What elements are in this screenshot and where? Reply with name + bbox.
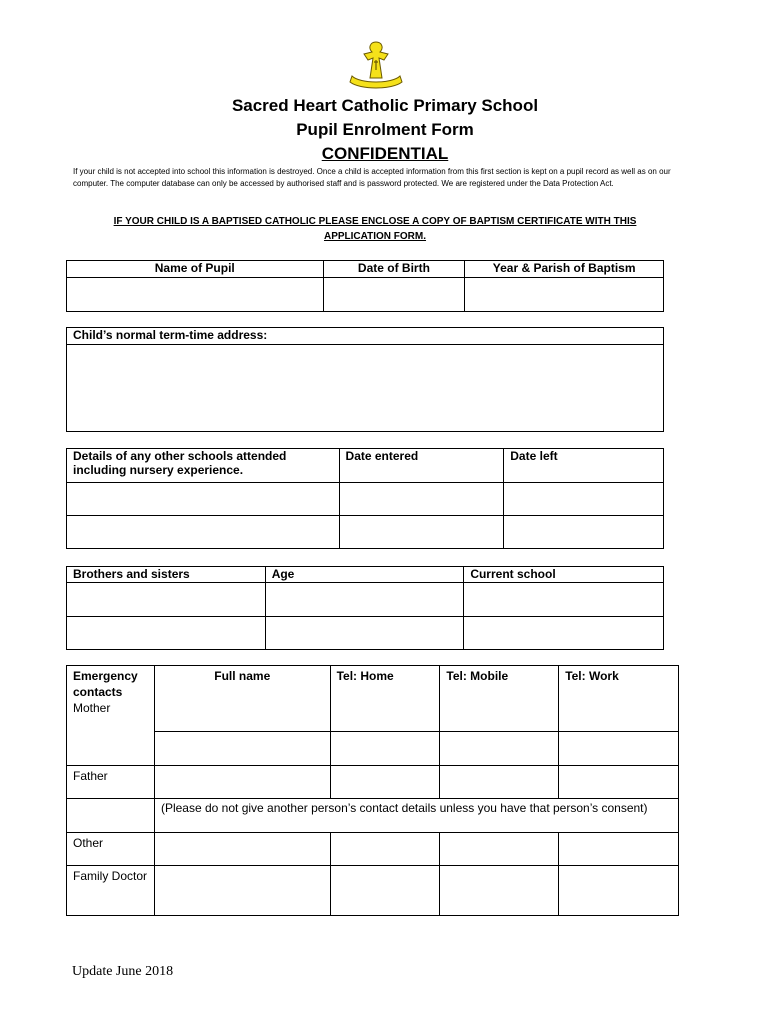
siblings-table <box>66 566 664 650</box>
date-of-birth-field[interactable] <box>323 278 465 312</box>
confidential-heading: CONFIDENTIAL <box>321 144 449 163</box>
emergency-contacts-label: Emergency contacts <box>73 669 138 699</box>
emergency-contacts-table <box>66 665 679 916</box>
doctor-work-field[interactable] <box>559 866 679 916</box>
school-field[interactable] <box>67 516 340 549</box>
pupil-table <box>66 260 664 312</box>
doctor-name-field[interactable] <box>154 866 330 916</box>
mother-name-field[interactable] <box>154 732 330 766</box>
father-mobile-field[interactable] <box>440 766 559 799</box>
address-field[interactable] <box>67 345 664 432</box>
date-left-field[interactable] <box>504 516 664 549</box>
other-name-field[interactable] <box>154 833 330 866</box>
consent-note: (Please do not give another person’s contact details unless you have that person’s consent) <box>154 799 678 833</box>
other-mobile-field[interactable] <box>440 833 559 866</box>
other-home-field[interactable] <box>330 833 440 866</box>
tel-work-header: Tel: Work <box>559 666 679 732</box>
siblings-header: Brothers and sisters <box>67 567 266 583</box>
full-name-header: Full name <box>154 666 330 732</box>
father-home-field[interactable] <box>330 766 440 799</box>
other-schools-header: Details of any other schools attended including nursery experience. <box>67 449 340 483</box>
contact-row-label: Family Doctor <box>67 866 155 916</box>
sibling-school-field[interactable] <box>464 617 664 650</box>
current-school-header: Current school <box>464 567 664 583</box>
baptism-field[interactable] <box>465 278 664 312</box>
age-header: Age <box>265 567 464 583</box>
date-entered-header: Date entered <box>339 449 504 483</box>
note-spacer <box>67 799 155 833</box>
tel-mobile-header: Tel: Mobile <box>440 666 559 732</box>
sibling-name-field[interactable] <box>67 617 266 650</box>
doctor-mobile-field[interactable] <box>440 866 559 916</box>
address-label: Child’s normal term-time address: <box>67 328 664 345</box>
school-name: Sacred Heart Catholic Primary School <box>231 96 539 115</box>
schools-table <box>66 448 664 549</box>
intro-text: If your child is not accepted into school this information is destroyed. Once a child is accepted information from this first section is kept on a pupil record as well as on our computer. The computer database can only be accessed by authorised staff and is password protected. We are registered under the Data Protection Act. <box>73 167 671 188</box>
mother-home-field[interactable] <box>330 732 440 766</box>
contact-row-label: Other <box>67 833 155 866</box>
sibling-school-field[interactable] <box>464 583 664 617</box>
date-of-birth-header: Date of Birth <box>323 261 465 278</box>
form-title: Pupil Enrolment Form <box>296 120 474 139</box>
school-field[interactable] <box>67 483 340 516</box>
date-entered-field[interactable] <box>339 516 504 549</box>
footer-update-date: Update June 2018 <box>72 964 174 979</box>
sibling-name-field[interactable] <box>67 583 266 617</box>
mother-work-field[interactable] <box>559 732 679 766</box>
baptism-year-parish-header: Year & Parish of Baptism <box>465 261 664 278</box>
sibling-age-field[interactable] <box>265 583 464 617</box>
date-entered-field[interactable] <box>339 483 504 516</box>
address-table <box>66 327 664 432</box>
sibling-age-field[interactable] <box>265 617 464 650</box>
date-left-header: Date left <box>504 449 664 483</box>
contact-row-label: Mother <box>73 701 111 715</box>
school-crest-icon <box>346 40 406 90</box>
father-work-field[interactable] <box>559 766 679 799</box>
baptism-notice: IF YOUR CHILD IS A BAPTISED CATHOLIC PLEASE ENCLOSE A COPY OF BAPTISM CERTIFICATE WITH THIS APPLICATION FORM. <box>113 216 637 242</box>
pupil-name-field[interactable] <box>67 278 324 312</box>
name-of-pupil-header: Name of Pupil <box>67 261 324 278</box>
tel-home-header: Tel: Home <box>330 666 440 732</box>
contact-row-label: Father <box>67 766 155 799</box>
date-left-field[interactable] <box>504 483 664 516</box>
mother-mobile-field[interactable] <box>440 732 559 766</box>
doctor-home-field[interactable] <box>330 866 440 916</box>
father-name-field[interactable] <box>154 766 330 799</box>
other-work-field[interactable] <box>559 833 679 866</box>
